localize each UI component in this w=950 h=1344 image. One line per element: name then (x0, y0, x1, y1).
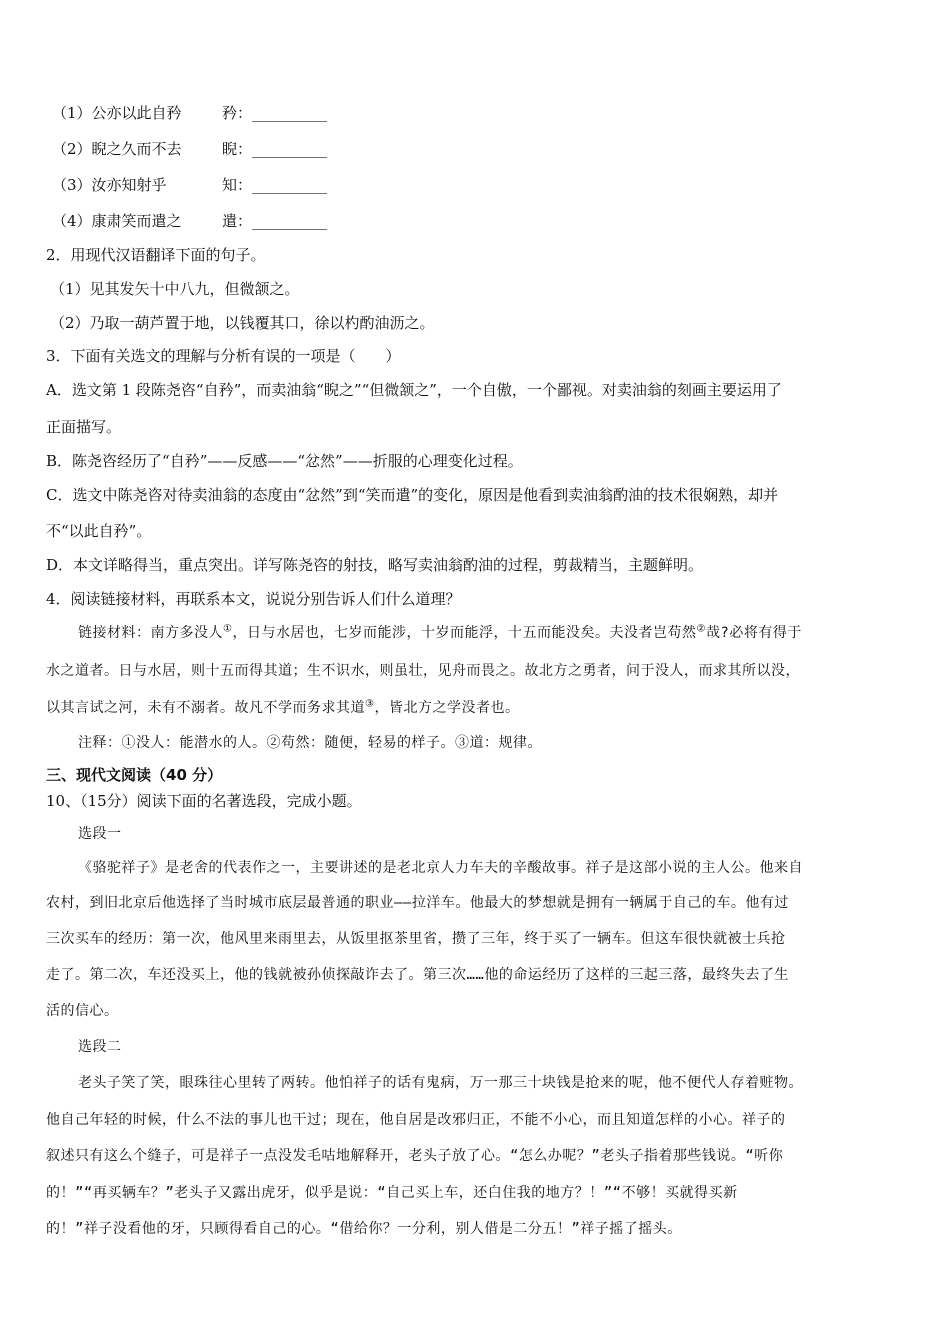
excerpt2-line: 的！”“再买辆车？”老头子又露出虎牙，似乎是说：“自己买上车，还白住我的地方？！”“不够！买就得买新 (46, 1185, 738, 1201)
answer-blank[interactable]: __________ (252, 104, 328, 122)
q3-option-c[interactable]: C．选文中陈尧咨对待卖油翁的态度由“忿然”到“笑而遣”的变化，原因是他看到卖油翁酌油的技术很娴熟，却并 (46, 486, 779, 504)
q1-item-4: （4）康肃笑而遣之 (52, 212, 182, 230)
excerpt2-line: 叙述只有这么个缝子，可是祥子一点没发毛咕地解释开，老头子放了心。“怎么办呢？”老头子指着那些钱说。“听你 (46, 1148, 784, 1164)
excerpt1-line: 《骆驼祥子》是老舍的代表作之一，主要讲述的是老北京人力车夫的辛酸故事。祥子是这部小说的主人公。他来自 (78, 860, 803, 876)
footnote-mark: ② (696, 623, 706, 635)
q3-option-a-cont: 正面描写。 (46, 418, 122, 436)
footnote-mark: ① (223, 623, 233, 635)
q1-answer-1[interactable] (222, 102, 327, 123)
q1-target-2: 睨： (222, 140, 253, 158)
q3-option-a[interactable]: A．选文第 1 段陈尧咨“自矜”，而卖油翁“睨之”“但微颔之”，一个自傲，一个鄙视。对卖油翁的刻画主要运用了 (46, 381, 782, 399)
excerpt2-line: 他自己年轻的时候，什么不法的事儿也干过；现在，他自居是改邪归正，不能不小心，而且知道怎样的小心。祥子的 (46, 1112, 786, 1128)
q2-title: 2．用现代汉语翻译下面的句子。 (46, 246, 266, 264)
q3-option-d[interactable]: D．本文详略得当，重点突出。详写陈尧咨的射技，略写卖油翁酌油的过程，剪裁精当，主题鲜明。 (46, 556, 704, 574)
q4-link-text: 以其言试之河，未有不溺者。故凡不学而务求其道 (46, 700, 365, 716)
q1-item-3: （3）汝亦知射乎 (52, 176, 167, 194)
answer-blank[interactable]: __________ (252, 140, 328, 158)
q1-target-3: 知： (222, 176, 253, 194)
excerpt1-line: 农村，到旧北京后他选择了当时城市底层最普通的职业——拉洋车。他最大的梦想就是拥有一辆属于自己的车。他有过 (46, 895, 789, 911)
q3-option-c-cont: 不“以此自矜”。 (46, 522, 152, 540)
q1-target-4: 遣： (222, 212, 253, 230)
q4-notes: 注释：①没人：能潜水的人。②苟然：随便，轻易的样子。③道：规律。 (78, 735, 542, 751)
q1-answer-3[interactable] (222, 174, 327, 195)
q3-title: 3．下面有关选文的理解与分析有误的一项是（ ） (46, 347, 401, 365)
excerpt2-line: 的！”祥子没看他的牙，只顾得看自己的心。“借给你？一分利，别人借是二分五！”祥子摇了摇头。 (46, 1221, 682, 1237)
excerpt1-line: 走了。第二次，车还没买上，他的钱就被孙侦探敲诈去了。第三次……他的命运经历了这样的三起三落，最终失去了生 (46, 967, 789, 983)
q1-target-1: 矜： (222, 104, 253, 122)
q1-item-1: （1）公亦以此自矜 (52, 104, 182, 122)
answer-blank[interactable]: __________ (252, 212, 328, 230)
q1-answer-2[interactable] (222, 138, 327, 159)
q4-link-text: ，皆北方之学没者也。 (374, 700, 520, 716)
q4-link-line-2: 水之道者。日与水居，则十五而得其道；生不识水，则虽壮，见舟而畏之。故北方之勇者，问于没人，而求其所以没， (46, 663, 800, 679)
excerpt1-label: 选段一 (78, 826, 122, 842)
q4-link-line-3 (46, 698, 910, 718)
section-heading: 三、现代文阅读（40 分） (46, 766, 223, 784)
q3-option-b[interactable]: B．陈尧咨经历了“自矜”——反感——“忿然”——折服的心理变化过程。 (46, 452, 523, 470)
excerpt1-line: 三次买车的经历：第一次，他风里来雨里去，从饭里抠茶里省，攒了三年，终于买了一辆车。但这车很快就被士兵抢 (46, 931, 786, 947)
q4-title: 4．阅读链接材料，再联系本文，说说分别告诉人们什么道理？ (46, 590, 461, 608)
excerpt2-line: 老头子笑了笑，眼珠往心里转了两转。他怕祥子的话有鬼病，万一那三十块钱是抢来的呢，他不便代人存着赃物。 (78, 1075, 803, 1091)
q2-item-1: （1）见其发矢十中八九，但微颔之。 (50, 280, 300, 298)
excerpt1-line: 活的信心。 (46, 1003, 119, 1019)
q1-answer-4[interactable] (222, 210, 327, 231)
q2-item-2: （2）乃取一葫芦置于地，以钱覆其口，徐以杓酌油沥之。 (50, 314, 435, 332)
excerpt2-label: 选段二 (78, 1039, 122, 1055)
footnote-mark: ③ (365, 698, 375, 710)
q4-link-text: ，日与水居也，七岁而能涉，十岁而能浮，十五而能没矣。夫没者岂苟然 (232, 625, 697, 641)
q4-link-text: 哉?必将有得于 (705, 625, 802, 641)
q1-item-2: （2）睨之久而不去 (52, 140, 182, 158)
q10-title: 10、（15分）阅读下面的名著选段，完成小题。 (46, 792, 362, 810)
answer-blank[interactable]: __________ (252, 176, 328, 194)
q4-link-text: 链接材料：南方多没人 (78, 625, 223, 641)
q4-link-line-1 (78, 623, 910, 643)
